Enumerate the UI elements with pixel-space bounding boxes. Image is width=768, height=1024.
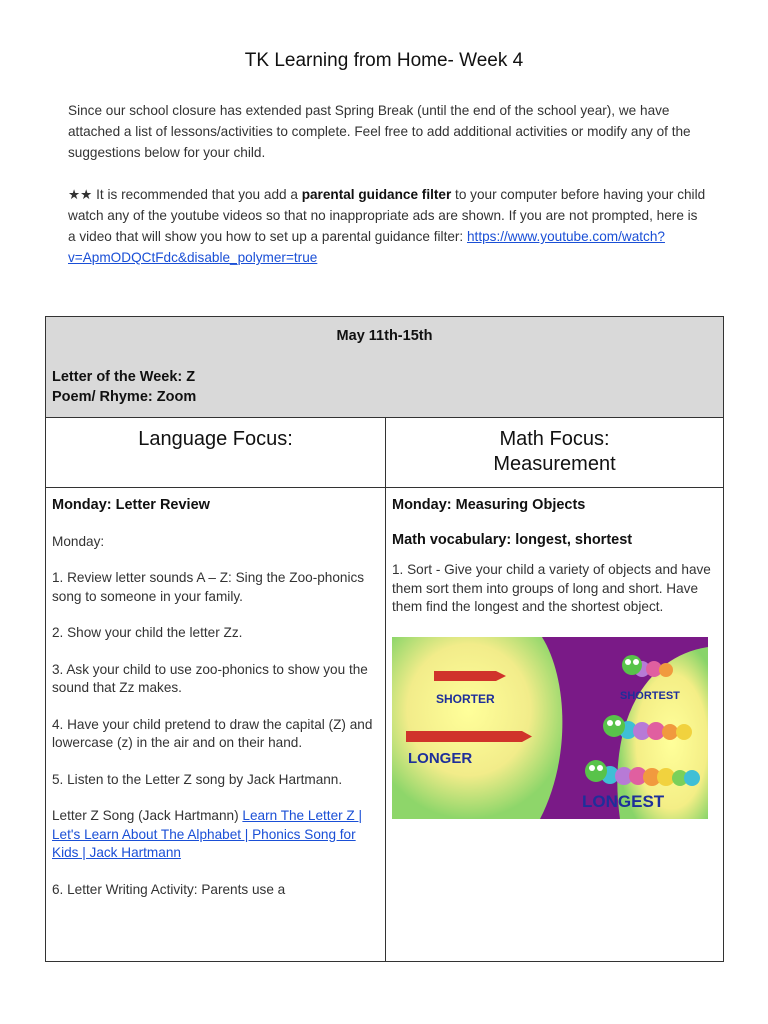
lesson-table (45, 316, 724, 962)
language-focus-title: Language Focus: (138, 428, 293, 450)
language-column (46, 417, 386, 961)
math-focus-header (386, 417, 723, 488)
parental-filter-video-link[interactable]: https://www.youtube.com/watch?v=ApmODQCtFdc&disable_polymer=true (68, 229, 665, 265)
shortest-label: SHORTEST (620, 689, 680, 702)
language-step: 5. Listen to the Letter Z song by Jack Hartmann. (52, 771, 343, 787)
long-crayon-icon (406, 731, 532, 742)
language-body (46, 488, 385, 899)
math-body (386, 488, 723, 819)
intro-paragraph-2: ★★ It is recommended that you add a parental guidance filter to your computer before having your child watch any of the youtube videos so that no inappropriate ads are shown. If you are not prompted, here is a video that will show you how to set up a parental guidance filter: https://www.youtube.com/watch?v=ApmODQCtFdc&disable_polymer=true (68, 187, 706, 265)
language-day-label: Monday: (52, 533, 105, 549)
math-focus-title: Math Focus: (499, 428, 610, 450)
math-vocabulary: Math vocabulary: longest, shortest (392, 531, 633, 548)
math-step: 1. Sort - Give your child a variety of objects and have them sort them into groups of long and short. Have them find the longest and the shortest object. (392, 562, 711, 614)
longer-shorter-illustration (392, 637, 708, 819)
language-step: 1. Review letter sounds A – Z: Sing the Zoo-phonics song to someone in your family. (52, 570, 365, 604)
intro-paragraph-1: Since our school closure has extended past Spring Break (until the end of the school year), we have attached a list of lessons/activities to complete. Feel free to add additional activities or modify any of the suggestions below for your child. (68, 103, 691, 160)
parental-filter-bold: parental guidance filter (301, 187, 452, 202)
language-step: 6. Letter Writing Activity: Parents use a (52, 881, 286, 897)
left-circle (392, 637, 562, 819)
page-title: TK Learning from Home- Week 4 (244, 50, 524, 71)
language-step: 3. Ask your child to use zoo-phonics to show you the sound that Zz makes. (52, 661, 368, 695)
shorter-label: SHORTER (436, 691, 495, 706)
song-line: Letter Z Song (Jack Hartmann) Learn The Letter Z | Let's Learn About The Alphabet | Phonics Song for Kids | Jack Hartmann (52, 808, 363, 860)
star-icon: ★★ (68, 187, 93, 202)
intro-text (68, 100, 708, 268)
longer-label: LONGER (408, 749, 473, 767)
letter-z-song-link[interactable]: Learn The Letter Z | Let's Learn About The Alphabet | Phonics Song for Kids | Jack Hartmann (52, 808, 363, 860)
table-header (46, 317, 723, 418)
week-date: May 11th-15th (336, 328, 433, 344)
language-step: 2. Show your child the letter Zz. (52, 625, 243, 640)
longest-label: LONGEST (582, 791, 665, 811)
language-focus-header (46, 417, 385, 488)
short-crayon-icon (434, 671, 506, 681)
math-monday-heading: Monday: Measuring Objects (392, 497, 586, 513)
math-column (386, 417, 723, 961)
language-step: 4. Have your child pretend to draw the capital (Z) and lowercase (z) in the air and on their hand. (52, 716, 373, 750)
poem-rhyme: Poem/ Rhyme: Zoom (52, 389, 197, 405)
language-monday-heading: Monday: Letter Review (52, 497, 210, 513)
letter-of-week: Letter of the Week: Z (52, 369, 196, 385)
math-focus-subtitle: Measurement (493, 453, 616, 475)
